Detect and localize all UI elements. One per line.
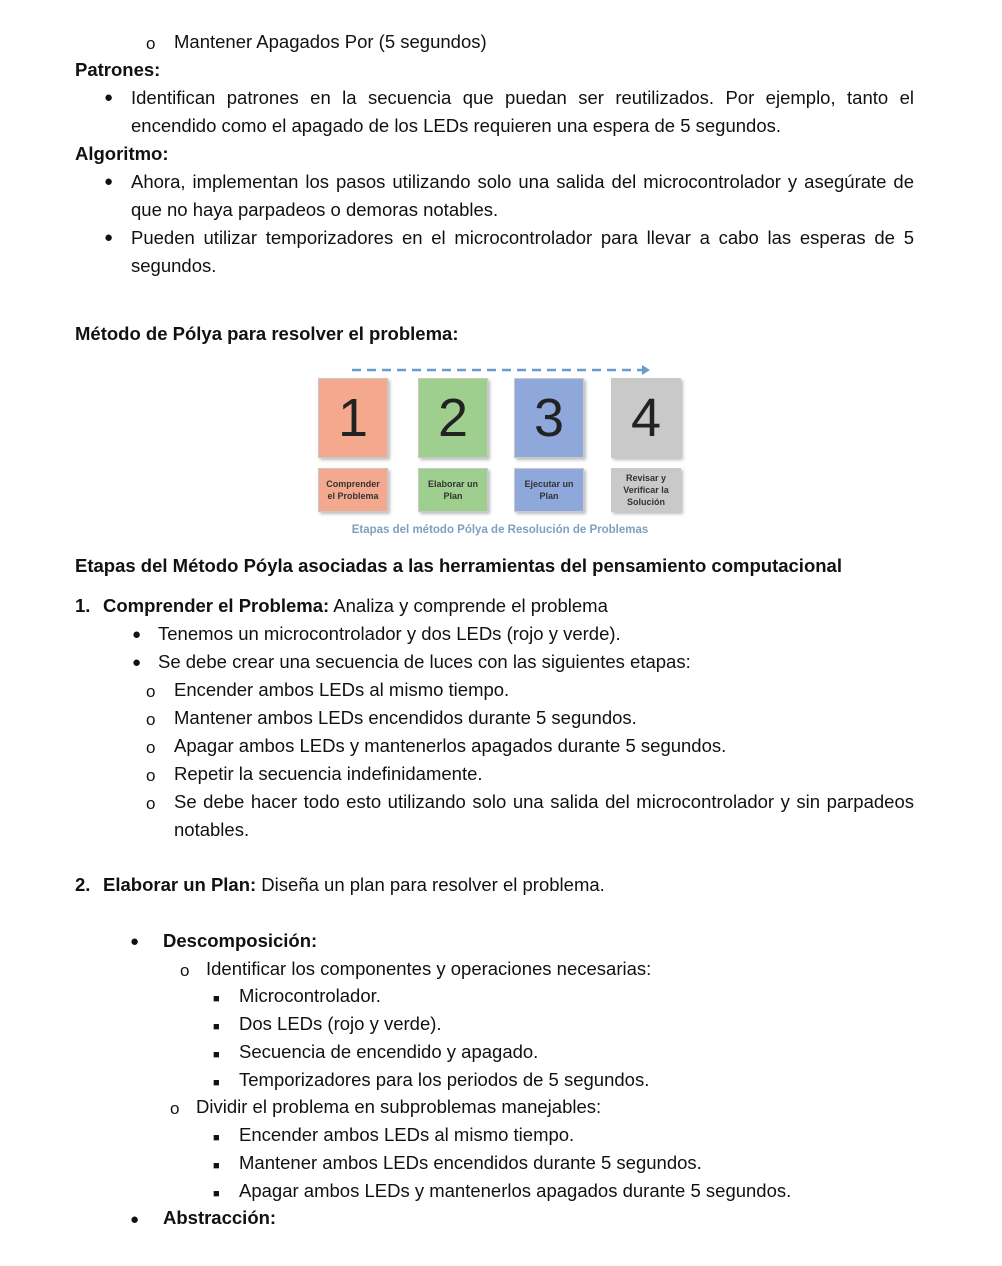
descomposicion-sub-2: Dividir el problema en subproblemas manejables: (196, 1096, 602, 1117)
step-3-box (514, 378, 584, 458)
square-bullet-icon: ■ (213, 1188, 220, 1200)
step-1-label-box (318, 468, 388, 512)
bullet-icon: ● (132, 654, 142, 671)
patrones-bullet: Identifican patrones en la secuencia que puedan ser reutilizados. Por ejemplo, tanto el encendido como el apagado de los LEDs requieren una espera de 5 segundos. (131, 87, 914, 136)
step-2-number-text: 2. (75, 874, 91, 895)
circle-bullet-icon: o (146, 794, 156, 813)
section-heading-algoritmo: Algoritmo: (75, 143, 169, 164)
step-4-label: Revisar y Verificar la Solución (623, 473, 669, 507)
subproblem-item-1: Encender ambos LEDs al mismo tiempo. (239, 1124, 575, 1145)
square-bullet-icon: ■ (213, 1160, 220, 1172)
circle-bullet-icon: o (146, 710, 156, 729)
step-1-box (318, 378, 388, 458)
circle-bullet-icon: o (170, 1099, 180, 1118)
step-2-box (418, 378, 488, 458)
descomposicion-sub-1: Identificar los componentes y operaciones necesarias: (206, 958, 652, 979)
circle-bullet-icon: o (146, 34, 156, 53)
bullet-icon: ● (104, 173, 114, 190)
algoritmo-bullet-1: Ahora, implementan los pasos utilizando solo una salida del microcontrolador y asegúrate de que no haya parpadeos o demoras notables. (131, 171, 914, 220)
step-2-heading (103, 871, 605, 899)
step-2-label: Elaborar un Plan (427, 479, 478, 501)
step-3-number: 3 (533, 388, 565, 448)
square-bullet-icon: ■ (213, 1021, 220, 1033)
abstraccion-heading: Abstracción: (163, 1207, 277, 1228)
bullet-icon: ● (132, 626, 142, 643)
step-1-number-text: 1. (75, 595, 91, 616)
step-4-label-box (611, 468, 681, 512)
component-item-1: Microcontrolador. (239, 985, 381, 1006)
figure-caption: Etapas del método Pólya de Resolución de Problemas (351, 524, 649, 536)
polya-heading: Método de Pólya para resolver el problema: (75, 323, 459, 344)
bullet-icon: ● (130, 933, 140, 950)
square-bullet-icon: ■ (213, 1132, 220, 1144)
step-2-number: 2 (437, 388, 469, 448)
bullet-icon: ● (104, 229, 114, 246)
step-1-line (75, 592, 90, 620)
step-1-bullet-2: Se debe crear una secuencia de luces con las siguientes etapas: (158, 651, 691, 672)
step-2-line (75, 871, 90, 899)
subproblem-item-3: Apagar ambos LEDs y mantenerlos apagados durante 5 segundos. (239, 1180, 792, 1201)
polya-diagram (314, 362, 686, 542)
circle-bullet-icon: o (146, 766, 156, 785)
step-1-number: 1 (337, 388, 369, 448)
step-2-desc: Diseña un plan para resolver el problema. (256, 874, 605, 895)
step-3-label: Ejecutar un Plan (524, 479, 574, 501)
step-2-label-box (418, 468, 488, 512)
step-4-box (611, 378, 681, 458)
step-1-subitem-1: Encender ambos LEDs al mismo tiempo. (174, 679, 510, 700)
step-1-subitem-2: Mantener ambos LEDs encendidos durante 5 segundos. (174, 707, 637, 728)
step-1-label: Comprender el Problema (326, 479, 380, 501)
list-item: Mantener Apagados Por (5 segundos) (174, 31, 487, 52)
step-1-subitem-4: Repetir la secuencia indefinidamente. (174, 763, 483, 784)
circle-bullet-icon: o (180, 961, 190, 980)
square-bullet-icon: ■ (213, 1049, 220, 1061)
step-3-label-box (514, 468, 584, 512)
section-heading-patrones: Patrones: (75, 59, 161, 80)
step-2-title: Elaborar un Plan: (103, 874, 257, 895)
component-item-2: Dos LEDs (rojo y verde). (239, 1013, 442, 1034)
component-item-4: Temporizadores para los periodos de 5 segundos. (239, 1069, 650, 1090)
step-1-subitem-5: Se debe hacer todo esto utilizando solo una salida del microcontrolador y sin parpadeos notables. (174, 791, 914, 840)
descomposicion-heading: Descomposición: (163, 930, 318, 951)
component-item-3: Secuencia de encendido y apagado. (239, 1041, 539, 1062)
circle-bullet-icon: o (146, 738, 156, 757)
step-1-desc: Analiza y comprende el problema (329, 595, 608, 616)
subproblem-item-2: Mantener ambos LEDs encendidos durante 5 segundos. (239, 1152, 702, 1173)
stages-heading: Etapas del Método Póyla asociadas a las herramientas del pensamiento computacional (75, 555, 842, 576)
dashed-arrow-icon (314, 362, 686, 376)
bullet-icon: ● (104, 89, 114, 106)
algoritmo-bullet-2: Pueden utilizar temporizadores en el microcontrolador para llevar a cabo las esperas de 5 segundos. (131, 227, 914, 276)
circle-bullet-icon: o (146, 682, 156, 701)
step-4-number: 4 (630, 388, 662, 448)
bullet-icon: ● (130, 1211, 140, 1228)
step-1-subitem-3: Apagar ambos LEDs y mantenerlos apagados durante 5 segundos. (174, 735, 727, 756)
square-bullet-icon: ■ (213, 993, 220, 1005)
step-1-bullet-1: Tenemos un microcontrolador y dos LEDs (rojo y verde). (158, 623, 621, 644)
square-bullet-icon: ■ (213, 1077, 220, 1089)
step-1-heading (103, 592, 608, 620)
step-1-title: Comprender el Problema: (103, 595, 330, 616)
